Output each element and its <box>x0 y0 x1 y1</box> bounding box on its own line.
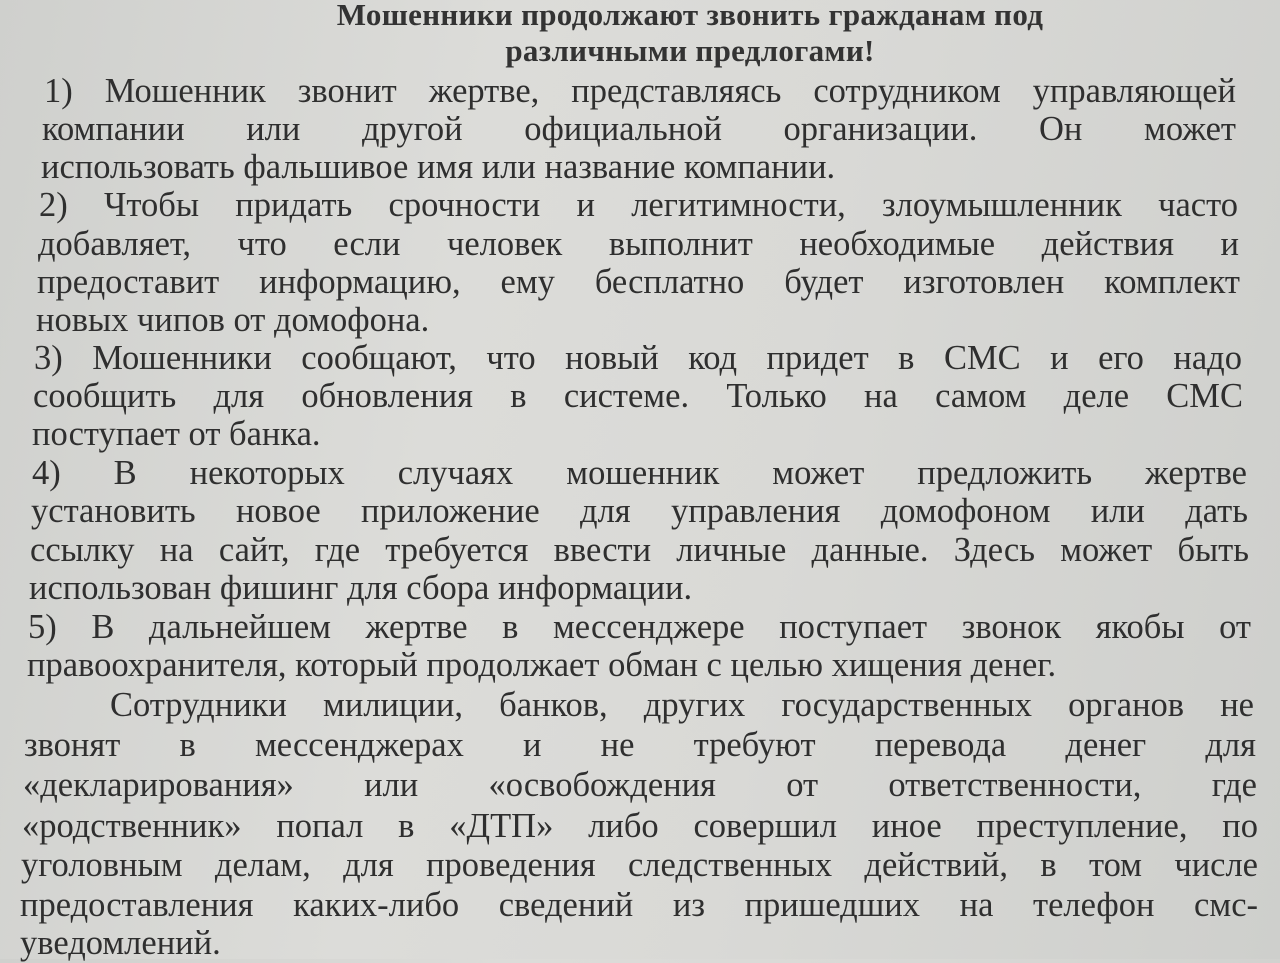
document-title-line-2: различными предлогами! <box>505 33 875 68</box>
text-line: 5) В дальнейшем жертве в мессенджере поступает звонок якобы от <box>28 608 1251 646</box>
text-line: установить новое приложение для управления домофоном или дать <box>31 492 1248 530</box>
text-line: поступает от банка. <box>32 415 321 453</box>
text-line: уголовным делам, для проведения следственных действий, в том числе <box>21 846 1258 884</box>
text-line: правоохранителя, который продолжает обман с целью хищения денег. <box>27 646 1057 684</box>
text-line: звонят в мессенджерах и не требуют перевода денег для <box>24 726 1256 764</box>
text-line: добавляет, что если человек выполнит необходимые действия и <box>38 225 1239 263</box>
text-line: 2) Чтобы придать срочности и легитимности, злоумышленник часто <box>39 186 1238 224</box>
text-line: уведомлений. <box>20 924 221 962</box>
text-line: сообщить для обновления в системе. Только на самом деле СМС <box>33 377 1243 415</box>
text-line: предоставит информацию, ему бесплатно будет изготовлен комплект <box>37 263 1240 301</box>
text-line: ссылку на сайт, где требуется ввести личные данные. Здесь может быть <box>30 531 1249 569</box>
text-line: Сотрудники милиции, банков, других государственных органов не <box>110 686 1254 724</box>
text-line: предоставления каких-либо сведений из пришедших на телефон смс- <box>20 886 1258 924</box>
text-line: 1) Мошенник звонит жертве, представляясь сотрудником управляющей <box>44 72 1236 110</box>
text-line: использован фишинг для сбора информации. <box>29 569 693 607</box>
text-line: новых чипов от домофона. <box>36 301 430 339</box>
text-line: использовать фальшивое имя или название компании. <box>41 148 836 186</box>
document-title-line-1: Мошенники продолжают звонить гражданам под <box>336 0 1044 32</box>
text-line: 4) В некоторых случаях мошенник может предложить жертве <box>32 454 1247 492</box>
text-line: 3) Мошенники сообщают, что новый код придет в СМС и его надо <box>34 339 1242 377</box>
text-line: «родственник» попал в «ДТП» либо совершил иное преступление, по <box>22 807 1258 845</box>
text-line: «декларирования» или «освобождения от ответственности, где <box>23 766 1257 804</box>
text-line: компании или другой официальной организации. Он может <box>42 110 1236 148</box>
